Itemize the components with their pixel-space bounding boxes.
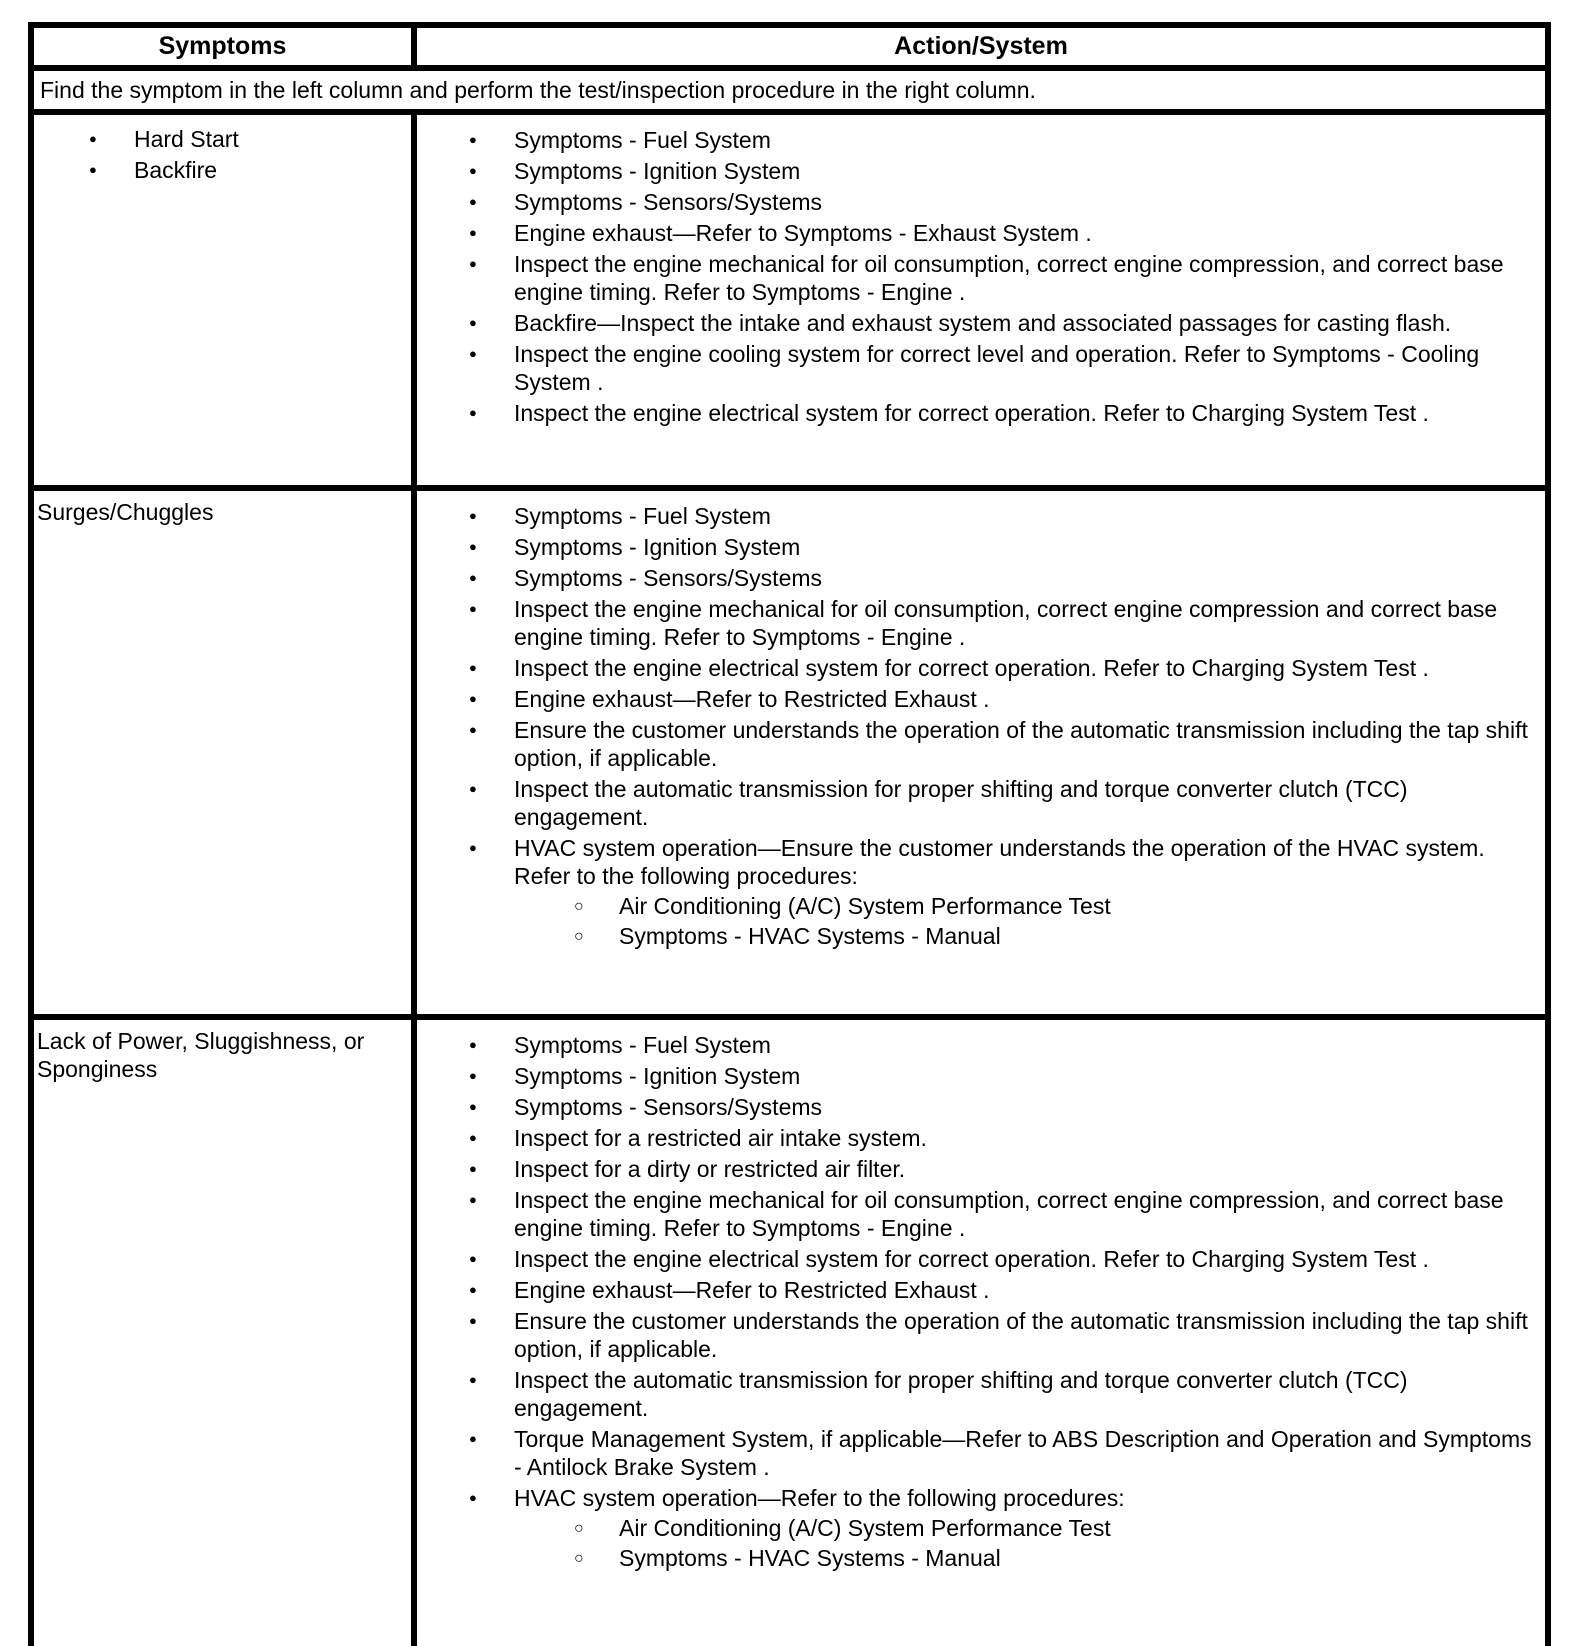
- action-item-text: Inspect the engine mechanical for oil consumption, correct engine compression and correct base engine timing. Refer to Symptoms - Engine .: [514, 596, 1498, 650]
- action-item: [417, 157, 1537, 185]
- action-item-text: Inspect the engine mechanical for oil consumption, correct engine compression, and correct base engine timing. Refer to Symptoms - Engine .: [514, 1187, 1504, 1241]
- sub-action-list: [514, 892, 1537, 950]
- action-item-text: HVAC system operation—Ensure the customer understands the operation of the HVAC system. Refer to the following procedures:: [514, 835, 1485, 889]
- instruction-text: Find the symptom in the left column and perform the test/inspection procedure in the right column.: [31, 68, 1548, 112]
- action-item: [417, 340, 1537, 396]
- symptom-cell: [31, 1017, 414, 1646]
- symptom-list: [37, 125, 407, 184]
- action-item: [417, 1245, 1537, 1273]
- symptom-label: Lack of Power, Sluggishness, or Sponginess: [37, 1028, 365, 1082]
- action-item-text: Inspect the engine electrical system for correct operation. Refer to Charging System Test .: [514, 655, 1429, 681]
- action-item-text: Backfire—Inspect the intake and exhaust system and associated passages for casting flash.: [514, 310, 1452, 336]
- action-item: [417, 399, 1537, 427]
- action-item: [417, 1276, 1537, 1304]
- action-item: [417, 775, 1537, 831]
- symptom-cell: [31, 112, 414, 488]
- action-cell: [414, 1017, 1548, 1646]
- action-item: [417, 654, 1537, 682]
- action-item-text: Ensure the customer understands the operation of the automatic transmission including the tap shift option, if applicable.: [514, 1308, 1528, 1362]
- action-item-text: Symptoms - Fuel System: [514, 127, 771, 153]
- action-item: [417, 1484, 1537, 1572]
- action-cell: [414, 112, 1548, 488]
- action-item: [417, 1186, 1537, 1242]
- action-item-text: Symptoms - Sensors/Systems: [514, 565, 823, 591]
- sub-action-item: [514, 1514, 1537, 1542]
- action-item-text: Inspect the engine electrical system for correct operation. Refer to Charging System Test .: [514, 1246, 1429, 1272]
- action-item-text: Inspect the automatic transmission for proper shifting and torque converter clutch (TCC) engagement.: [514, 1367, 1408, 1421]
- action-item: [417, 1155, 1537, 1183]
- sub-action-item-text: Air Conditioning (A/C) System Performance Test: [619, 893, 1111, 919]
- instruction-row: [31, 68, 1548, 112]
- action-item: [417, 685, 1537, 713]
- sub-action-item-text: Symptoms - HVAC Systems - Manual: [619, 923, 1001, 949]
- action-item-text: Symptoms - Ignition System: [514, 534, 801, 560]
- sub-action-item-text: Symptoms - HVAC Systems - Manual: [619, 1545, 1001, 1571]
- action-item: [417, 126, 1537, 154]
- symptom-item: [37, 125, 407, 153]
- action-list: [417, 126, 1537, 427]
- action-item-text: HVAC system operation—Refer to the following procedures:: [514, 1485, 1125, 1511]
- action-item-text: Symptoms - Fuel System: [514, 1032, 771, 1058]
- action-item-text: Inspect for a dirty or restricted air filter.: [514, 1156, 906, 1182]
- action-item: [417, 219, 1537, 247]
- action-item: [417, 533, 1537, 561]
- action-item-text: Engine exhaust—Refer to Restricted Exhaust .: [514, 1277, 990, 1303]
- action-item: [417, 502, 1537, 530]
- symptom-cell: [31, 488, 414, 1017]
- action-item-text: Engine exhaust—Refer to Restricted Exhaust .: [514, 686, 990, 712]
- action-item: [417, 188, 1537, 216]
- action-item: [417, 716, 1537, 772]
- sub-action-item: [514, 1544, 1537, 1572]
- action-item-text: Symptoms - Fuel System: [514, 503, 771, 529]
- action-item: [417, 595, 1537, 651]
- symptom-item-label: Backfire: [134, 157, 218, 183]
- action-item: [417, 250, 1537, 306]
- sub-action-list: [514, 1514, 1537, 1572]
- table-row: [31, 112, 1548, 488]
- action-item-text: Torque Management System, if applicable—Refer to ABS Description and Operation and Symptoms - Antilock Brake System .: [514, 1426, 1532, 1480]
- action-item-text: Inspect the engine mechanical for oil consumption, correct engine compression, and correct base engine timing. Refer to Symptoms - Engine .: [514, 251, 1504, 305]
- action-cell: [414, 488, 1548, 1017]
- header-row: [31, 25, 1548, 68]
- action-item-text: Symptoms - Sensors/Systems: [514, 1094, 823, 1120]
- action-item-text: Inspect the engine cooling system for correct level and operation. Refer to Symptoms - Cooling System .: [514, 341, 1480, 395]
- action-list: [417, 502, 1537, 950]
- sub-action-item: [514, 892, 1537, 920]
- action-item-text: Symptoms - Sensors/Systems: [514, 189, 823, 215]
- action-item-text: Symptoms - Ignition System: [514, 158, 801, 184]
- table-row: [31, 1017, 1548, 1646]
- action-item-text: Inspect for a restricted air intake system.: [514, 1125, 927, 1151]
- action-item: [417, 1307, 1537, 1363]
- table-row: [31, 488, 1548, 1017]
- action-list: [417, 1031, 1537, 1572]
- action-item: [417, 1425, 1537, 1481]
- col-header-action-system: Action/System: [414, 25, 1548, 68]
- action-item: [417, 1124, 1537, 1152]
- col-header-symptoms: Symptoms: [31, 25, 414, 68]
- action-item: [417, 1031, 1537, 1059]
- action-item: [417, 1062, 1537, 1090]
- sub-action-item: [514, 922, 1537, 950]
- action-item: [417, 834, 1537, 950]
- symptom-item-label: Hard Start: [134, 126, 239, 152]
- action-item-text: Symptoms - Ignition System: [514, 1063, 801, 1089]
- symptom-item: [37, 156, 407, 184]
- action-item: [417, 1093, 1537, 1121]
- action-item: [417, 564, 1537, 592]
- sub-action-item-text: Air Conditioning (A/C) System Performance Test: [619, 1515, 1111, 1541]
- action-item: [417, 309, 1537, 337]
- action-item-text: Ensure the customer understands the operation of the automatic transmission including the tap shift option, if applicable.: [514, 717, 1528, 771]
- action-item-text: Engine exhaust—Refer to Symptoms - Exhaust System .: [514, 220, 1092, 246]
- symptoms-action-table: [28, 22, 1551, 1646]
- action-item-text: Inspect the engine electrical system for correct operation. Refer to Charging System Test .: [514, 400, 1429, 426]
- action-item: [417, 1366, 1537, 1422]
- symptom-label: Surges/Chuggles: [37, 499, 214, 525]
- action-item-text: Inspect the automatic transmission for proper shifting and torque converter clutch (TCC) engagement.: [514, 776, 1408, 830]
